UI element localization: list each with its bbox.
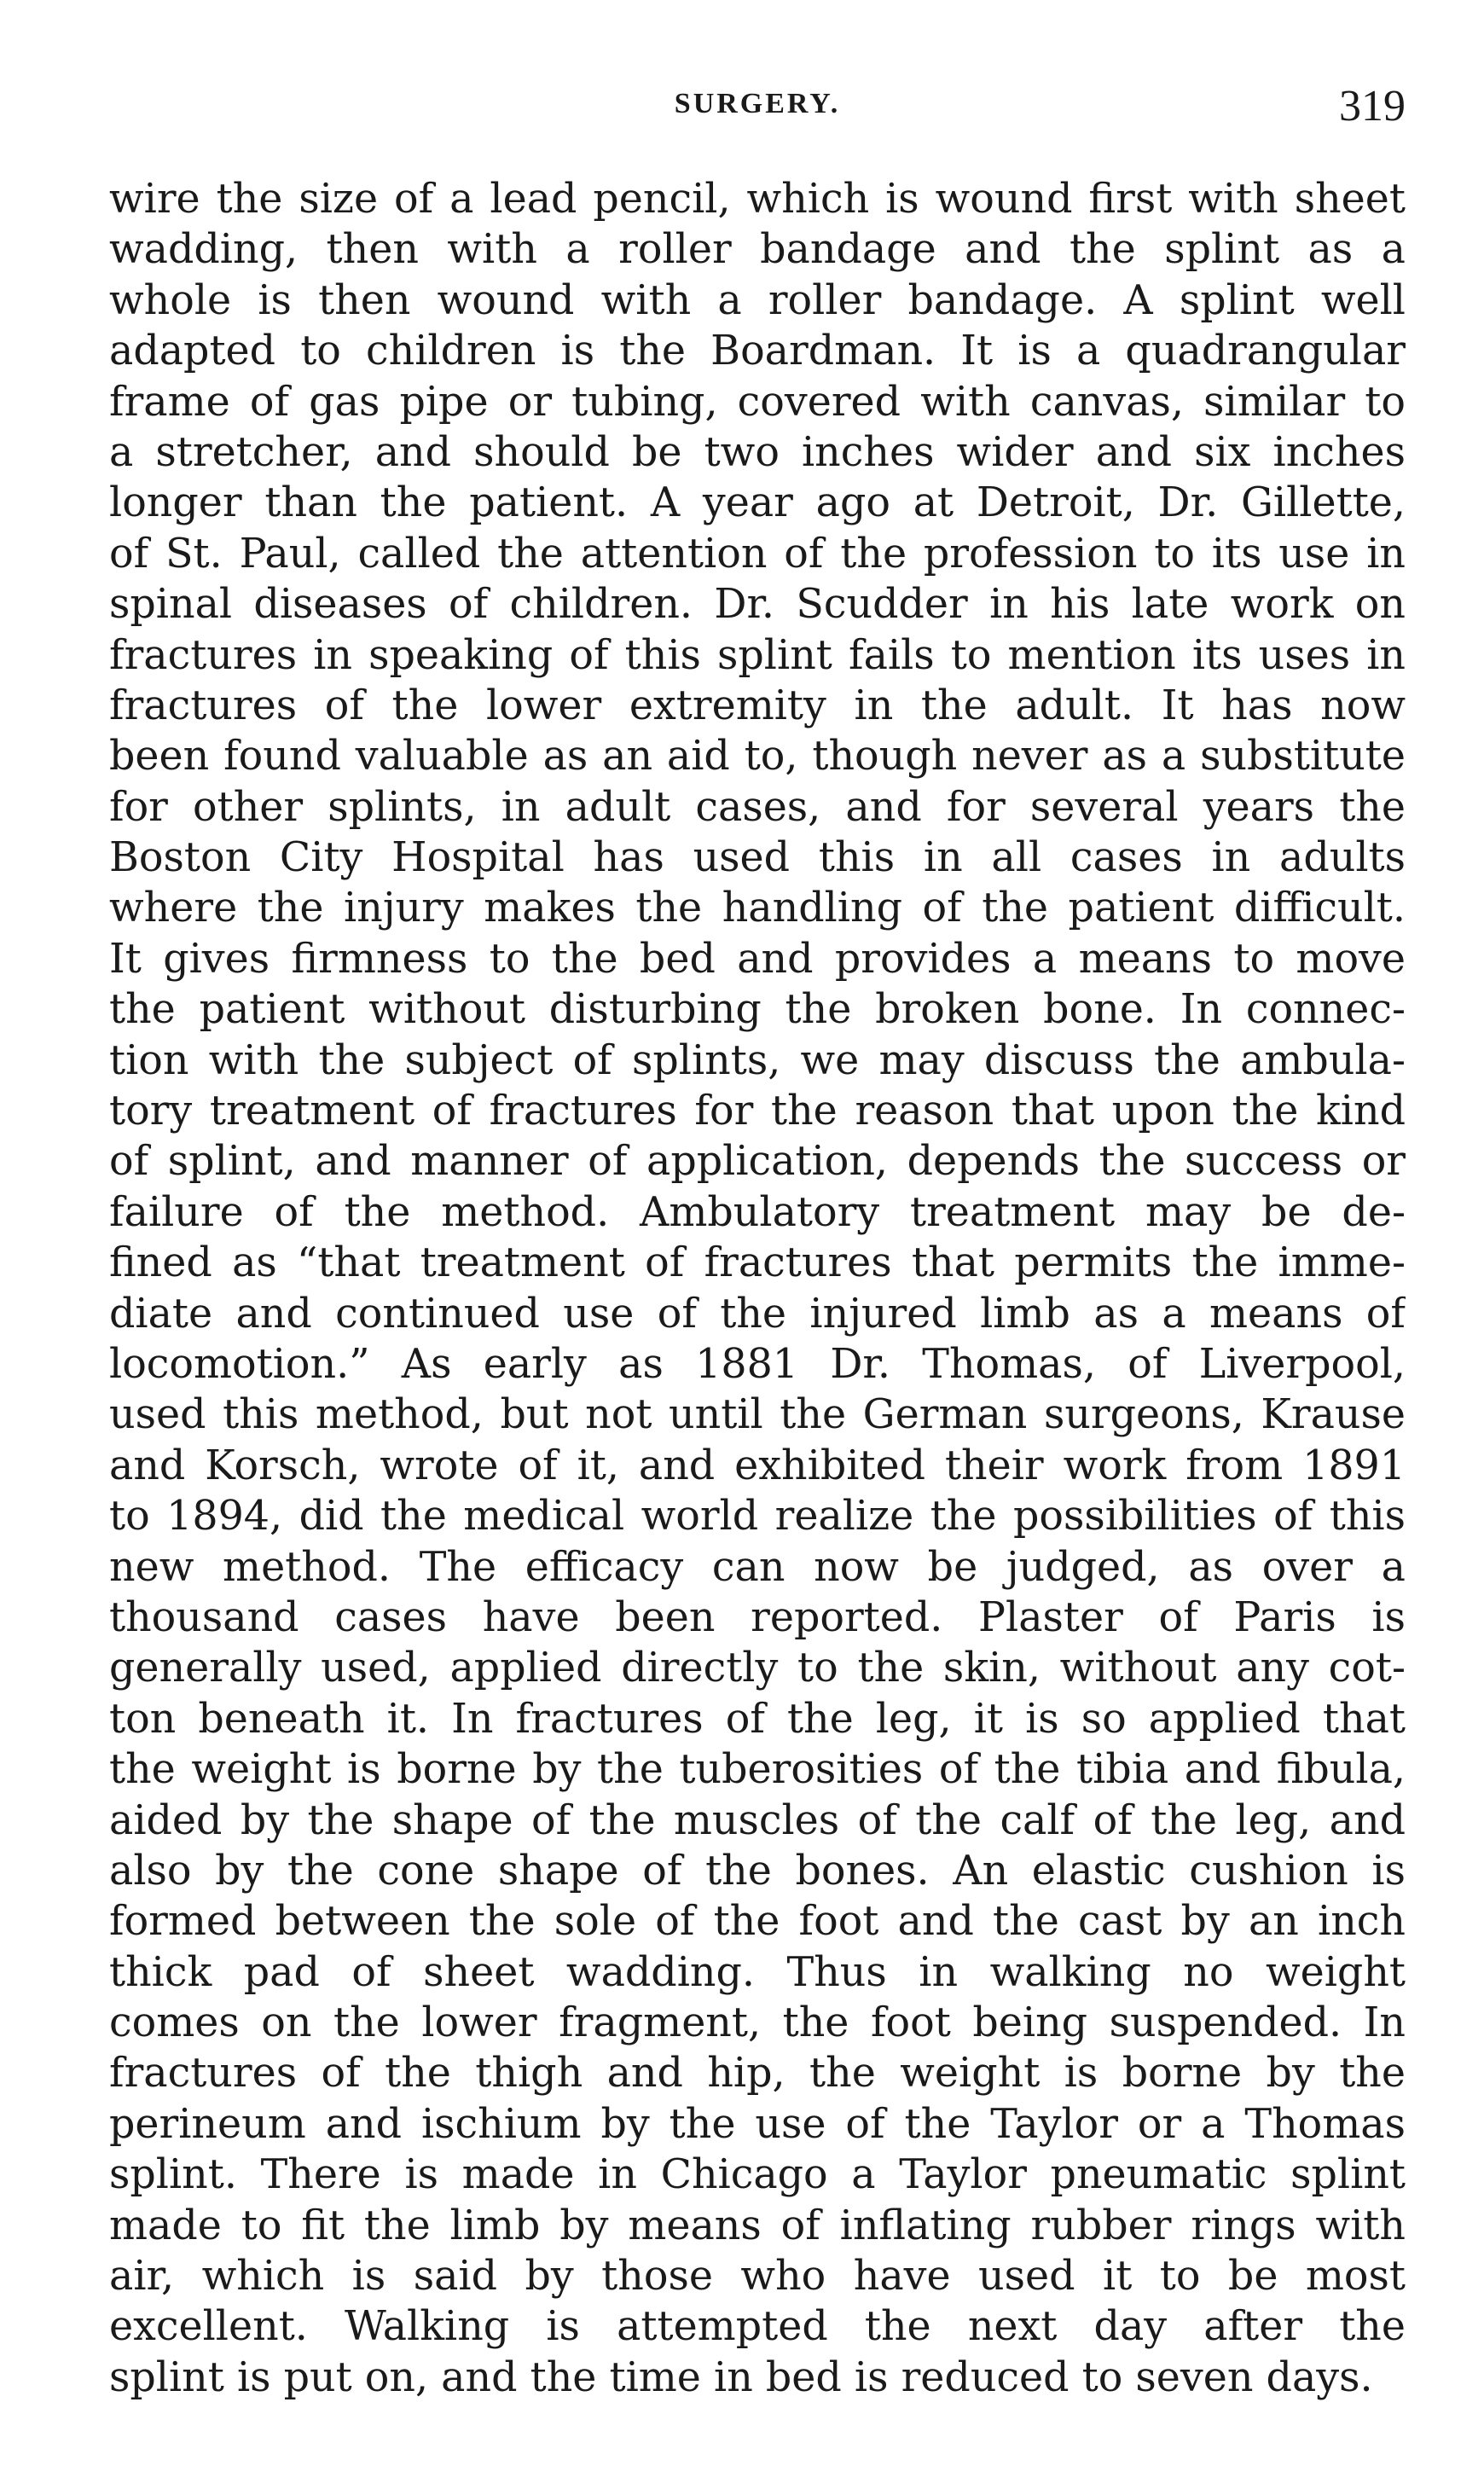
text-line: generally used, applied directly to the skin, without any cot- [109, 1645, 1406, 1692]
text-line: the weight is borne by the tuberosities of the tibia and fibula, [109, 1746, 1406, 1794]
text-line: a stretcher, and should be two inches wider and six inches [109, 428, 1406, 476]
text-line: to 1894, did the medical world realize the possibilities of this [109, 1493, 1406, 1541]
text-line: whole is then wound with a roller bandage. A splint well [109, 276, 1406, 324]
text-line: formed between the sole of the foot and the cast by an inch [109, 1898, 1406, 1946]
text-line: perineum and ischium by the use of the Taylor or a Thomas [109, 2100, 1406, 2148]
text-line: tory treatment of fractures for the reason that upon the kind [109, 1088, 1406, 1135]
text-line: fined as “that treatment of fractures that permits the imme- [109, 1239, 1406, 1287]
text-line: excellent. Walking is attempted the next day after the [109, 2303, 1406, 2351]
text-line: thick pad of sheet wadding. Thus in walking no weight [109, 1948, 1406, 1996]
text-line: new method. The efficacy can now be judged, as over a [109, 1543, 1406, 1591]
text-line: splint is put on, and the time in bed is reduced to seven days. [109, 2353, 1373, 2401]
text-line: aided by the shape of the muscles of the calf of the leg, and [109, 1796, 1406, 1844]
text-line: where the injury makes the handling of the patient difficult. [109, 885, 1406, 932]
text-line: Boston City Hospital has used this in all cases in adults [109, 834, 1406, 882]
text-line: fractures of the lower extremity in the adult. It has now [109, 682, 1406, 729]
text-line: also by the cone shape of the bones. An elastic cushion is [109, 1847, 1406, 1894]
text-line: of St. Paul, called the attention of the profession to its use in [109, 530, 1406, 577]
page-number: 319 [1339, 82, 1406, 131]
text-line: spinal diseases of children. Dr. Scudder in his late work on [109, 581, 1406, 629]
text-line: of splint, and manner of application, depends the success or [109, 1138, 1406, 1186]
text-line: It gives firmness to the bed and provides a means to move [109, 935, 1406, 983]
text-line: frame of gas pipe or tubing, covered with canvas, similar to [109, 378, 1406, 426]
text-line: comes on the lower fragment, the foot being suspended. In [109, 1999, 1406, 2047]
text-line: wadding, then with a roller bandage and the splint as a [109, 226, 1406, 274]
section-title: SURGERY. [674, 88, 841, 119]
text-line: made to fit the limb by means of inflating rubber rings with [109, 2202, 1406, 2249]
text-line: adapted to children is the Boardman. It is a quadrangular [109, 328, 1406, 375]
text-line: been found valuable as an aid to, though never as a substitute [109, 733, 1406, 780]
text-line: thousand cases have been reported. Plaster of Paris is [109, 1593, 1406, 1641]
text-line: longer than the patient. A year ago at Detroit, Dr. Gillette, [109, 479, 1406, 527]
text-line: the patient without disturbing the broken bone. In connec- [109, 986, 1406, 1034]
text-line: air, which is said by those who have used it to be most [109, 2253, 1406, 2301]
text-line: tion with the subject of splints, we may discuss the ambula- [109, 1036, 1406, 1084]
text-line: ton beneath it. In fractures of the leg, it is so applied that [109, 1695, 1406, 1743]
body-text [109, 174, 1406, 2403]
text-line: fractures in speaking of this splint fails to mention its uses in [109, 631, 1406, 679]
text-line: fractures of the thigh and hip, the weight is borne by the [109, 2050, 1406, 2098]
text-line: failure of the method. Ambulatory treatment may be de- [109, 1188, 1406, 1236]
text-line: locomotion.” As early as 1881 Dr. Thomas, of Liverpool, [109, 1340, 1406, 1388]
text-line: for other splints, in adult cases, and for several years the [109, 783, 1406, 831]
running-head [109, 81, 1406, 132]
text-line: wire the size of a lead pencil, which is wound first with sheet [109, 176, 1406, 223]
text-line: diate and continued use of the injured limb as a means of [109, 1290, 1406, 1337]
text-line: used this method, but not until the German surgeons, Krause [109, 1391, 1406, 1439]
text-line: splint. There is made in Chicago a Taylor pneumatic splint [109, 2151, 1406, 2199]
text-line: and Korsch, wrote of it, and exhibited their work from 1891 [109, 1442, 1406, 1489]
